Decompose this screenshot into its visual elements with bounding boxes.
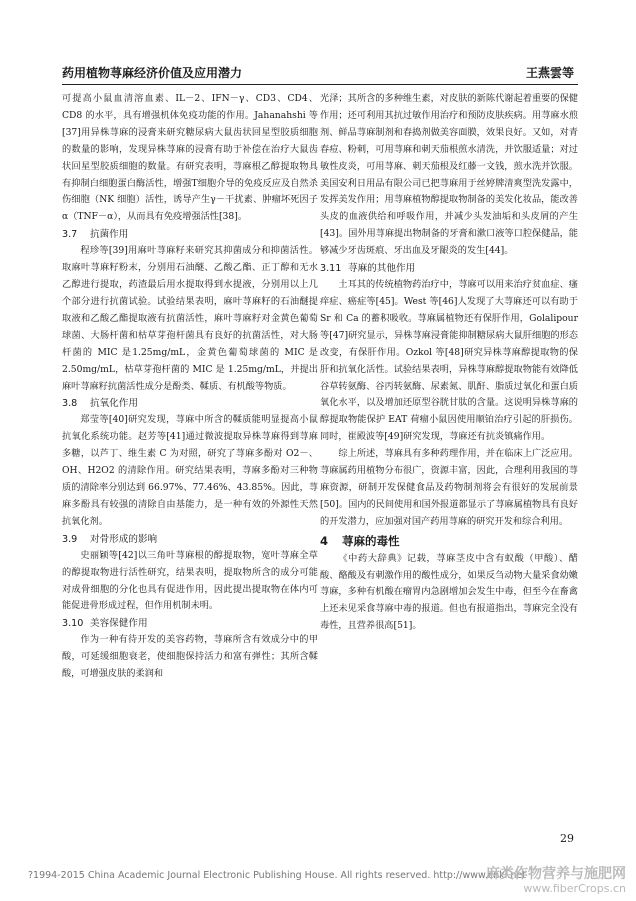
right-column — [320, 91, 578, 635]
watermark-name: 麻类作物营养与施肥网 — [486, 866, 626, 882]
author-names: 王燕雲等 — [525, 66, 574, 80]
body-paragraph: 作为一种有待开发的美容药物，荨麻所含有效成分中的甲酸，可延缓细胞衰老，使细胞保持活力和富有弹性；其所含鞣酸，可增强皮肤的柔润和 — [62, 634, 318, 680]
body-paragraph: 郑莹等[40]研究发现，荨麻中所含的鞣质能明显提高小鼠抗氧化系统功能。赵芳等[41]通过微波提取异株荨麻得到荨麻多糖，以芦丁、维生素 C 为对照，研究了荨麻多酚对 O2－、OH、H2O2 的清除作用。研究结果表明，荨麻多酚对三种物质的清除率分别达到 66.97%、77.46%、43.85%。因此，荨麻多酚具有较强的清除自由基能力，是一种有效的外源性天然抗氧化剂。 — [62, 414, 318, 527]
running-header — [62, 62, 578, 85]
site-watermark — [486, 866, 626, 895]
section-heading — [320, 531, 578, 551]
copyright-footer: ?1994-2015 China Academic Journal Electronic Publishing House. All rights reserved. http://www.cnki.net — [28, 870, 526, 881]
section-heading — [62, 531, 318, 548]
left-column — [62, 91, 318, 683]
watermark-url: www.fiberCrops.cn — [523, 882, 626, 895]
section-heading — [320, 260, 578, 277]
section-heading — [62, 395, 318, 412]
section-number: 4 — [320, 533, 329, 548]
section-heading — [62, 226, 318, 243]
body-paragraph: 史丽颖等[42]以三角叶荨麻根的醇提取物，宽叶荨麻全草的醇提取物进行活性研究，结果表明，提取物所含的成分可能对成骨细胞的分化也具有促进作用，因此提出提取物在体内可能促进骨形成过程，但作用机制未明。 — [62, 549, 318, 612]
section-number: 3.10 — [62, 618, 84, 630]
body-paragraph: 综上所述，荨麻具有多种药理作用，并在临床上广泛应用。荨麻属药用植物分布很广，资源丰富，因此，合理利用我国的荨麻资源，研制开发保健食品及药物制剂将会有很好的发展前景[50]。国内的民间使用和国外报道都显示了荨麻属植物具有良好的开发潜力，应加强对国产药用荨麻的研究开发和综合利用。 — [320, 448, 578, 527]
page-number: 29 — [560, 832, 574, 845]
section-title: 荨麻的其他作用 — [348, 263, 416, 275]
body-paragraph: 可提高小鼠血清溶血素、IL－2、IFN－γ、CD3、CD4、CD8 的水平，具有增强机体免疫功能的作用。Jahanahshi 等[37]用异株荨麻的浸膏来研究糖尿病大鼠齿状回星型胶质细胞的数量的影响，发现异株荨麻的浸膏有助于补偿在治疗大鼠齿状回星型胶质细胞的数量。有研究表明，荨麻根乙醇提取物具有抑制白细胞蛋白酶活性，增强T细胞介导的免疫反应及自然杀伤细胞（NK 细胞）活性，诱导产生γ－干扰素、肿瘤坏死因子α（TNF－α），从而具有免疫增强活性[38]。 — [62, 93, 318, 223]
body-paragraph: 《中药大辞典》记载，荨麻茎皮中含有蚁酸（甲酸）、醋酸、酪酸及有刺激作用的酸性成分，如果反刍动物大量采食幼嫩荨麻，多种有机酸在瘤胃内急剧增加会发生中毒，但至今在畜禽上还未见采食荨麻中毒的报道。但也有报道指出，荨麻完全没有毒性，且营养很高[51]。 — [320, 552, 578, 632]
body-paragraph: 光泽；其所含的多种维生素，对皮肤的新陈代谢起着重要的保健作用；还可利用其抗过敏作用治疗和预防皮肤疾病。用荨麻水煎剂、鲜品荨麻制剂和春捣剂做美容面膜，效果良好。又如，对青春痘、粉刺，可用荨麻和刺天茄根煎水清洗，并饮服适量；对过敏性皮炎，可用荨麻、刺天茄根及红藤一文钱，煎水洗并饮服。美国安利日用品有限公司已把荨麻用于丝婷牌清爽型洗发露中，发挥美发作用；用荨麻植物醇提取物制备的美发化妆品，能改善头皮的血液供给和呼吸作用，并减少头发油垢和头皮屑的产生[43]。国外用荨麻提出物制备的牙膏和漱口液等口腔保健品，能够减少牙齿斑痕、牙出血及牙龈炎的发生[44]。 — [320, 93, 578, 257]
section-title: 美容保健作用 — [90, 618, 148, 630]
journal-section-title: 药用植物荨麻经济价值及应用潜力 — [62, 66, 243, 80]
body-paragraph: 程珍等[39]用麻叶荨麻籽来研究其抑菌成分和抑菌活性。取麻叶荨麻籽粉末，分别用石油醚、乙酸乙酯、正丁醇和无水乙醇进行提取，药渣最后用水提取得到水提液，分别用以上几个部分进行抗菌试验。试验结果表明，麻叶荨麻籽的石油醚提取液和乙酸乙酯提取液有抗菌活性，麻叶荨麻籽对金黄色葡萄球菌、大肠杆菌和枯草芽孢杆菌具有良好的抗菌活性，对大肠杆菌的 MIC 是1.25mg/mL，金黄色葡萄球菌的 MIC 是 2.50mg/mL，枯草芽孢杆菌的 MIC 是 1.25mg/mL，并提出麻叶荨麻籽抗菌活性成分是酚类、鞣质、有机酸等物质。 — [62, 245, 318, 392]
section-number: 3.8 — [62, 398, 78, 410]
section-title: 抗菌作用 — [90, 229, 129, 241]
section-title: 抗氧化作用 — [90, 398, 138, 410]
section-number: 3.9 — [62, 533, 78, 545]
section-heading — [62, 615, 318, 632]
body-paragraph: 土耳其的传统植物药治疗中，荨麻可以用来治疗贫血症、瘙痒症、癌症等[45]。West 等[46]人发现了大荨麻还可以有助于 Sr 和 Ca 的蓄积吸收。荨麻属植物还有保肝作用，Golalipour 等[47]研究显示，异株荨麻浸膏能抑制糖尿病大鼠肝细胞的形态改变，有保肝作用。Ozkol 等[48]研究异株荨麻醇提取物的保肝和抗氧化活性。试验结果表明，异株荨麻醇提取物能有效降低谷草转氨酶、谷丙转氨酶、尿素氮、肌酐、脂质过氧化和蛋白质氧化水平，以及增加还原型谷胱甘肽的含量。这说明异株荨麻的醇提取物能保护 EAT 荷瘤小鼠因使用顺铂治疗引起的肝损伤。同时，崔殿波等[49]研究发现，荨麻还有抗炎镇痛作用。 — [320, 279, 578, 443]
section-number: 3.11 — [320, 263, 342, 275]
section-number: 3.7 — [62, 229, 78, 241]
section-title: 荨麻的毒性 — [342, 533, 400, 548]
section-title: 对骨形成的影响 — [90, 533, 158, 545]
